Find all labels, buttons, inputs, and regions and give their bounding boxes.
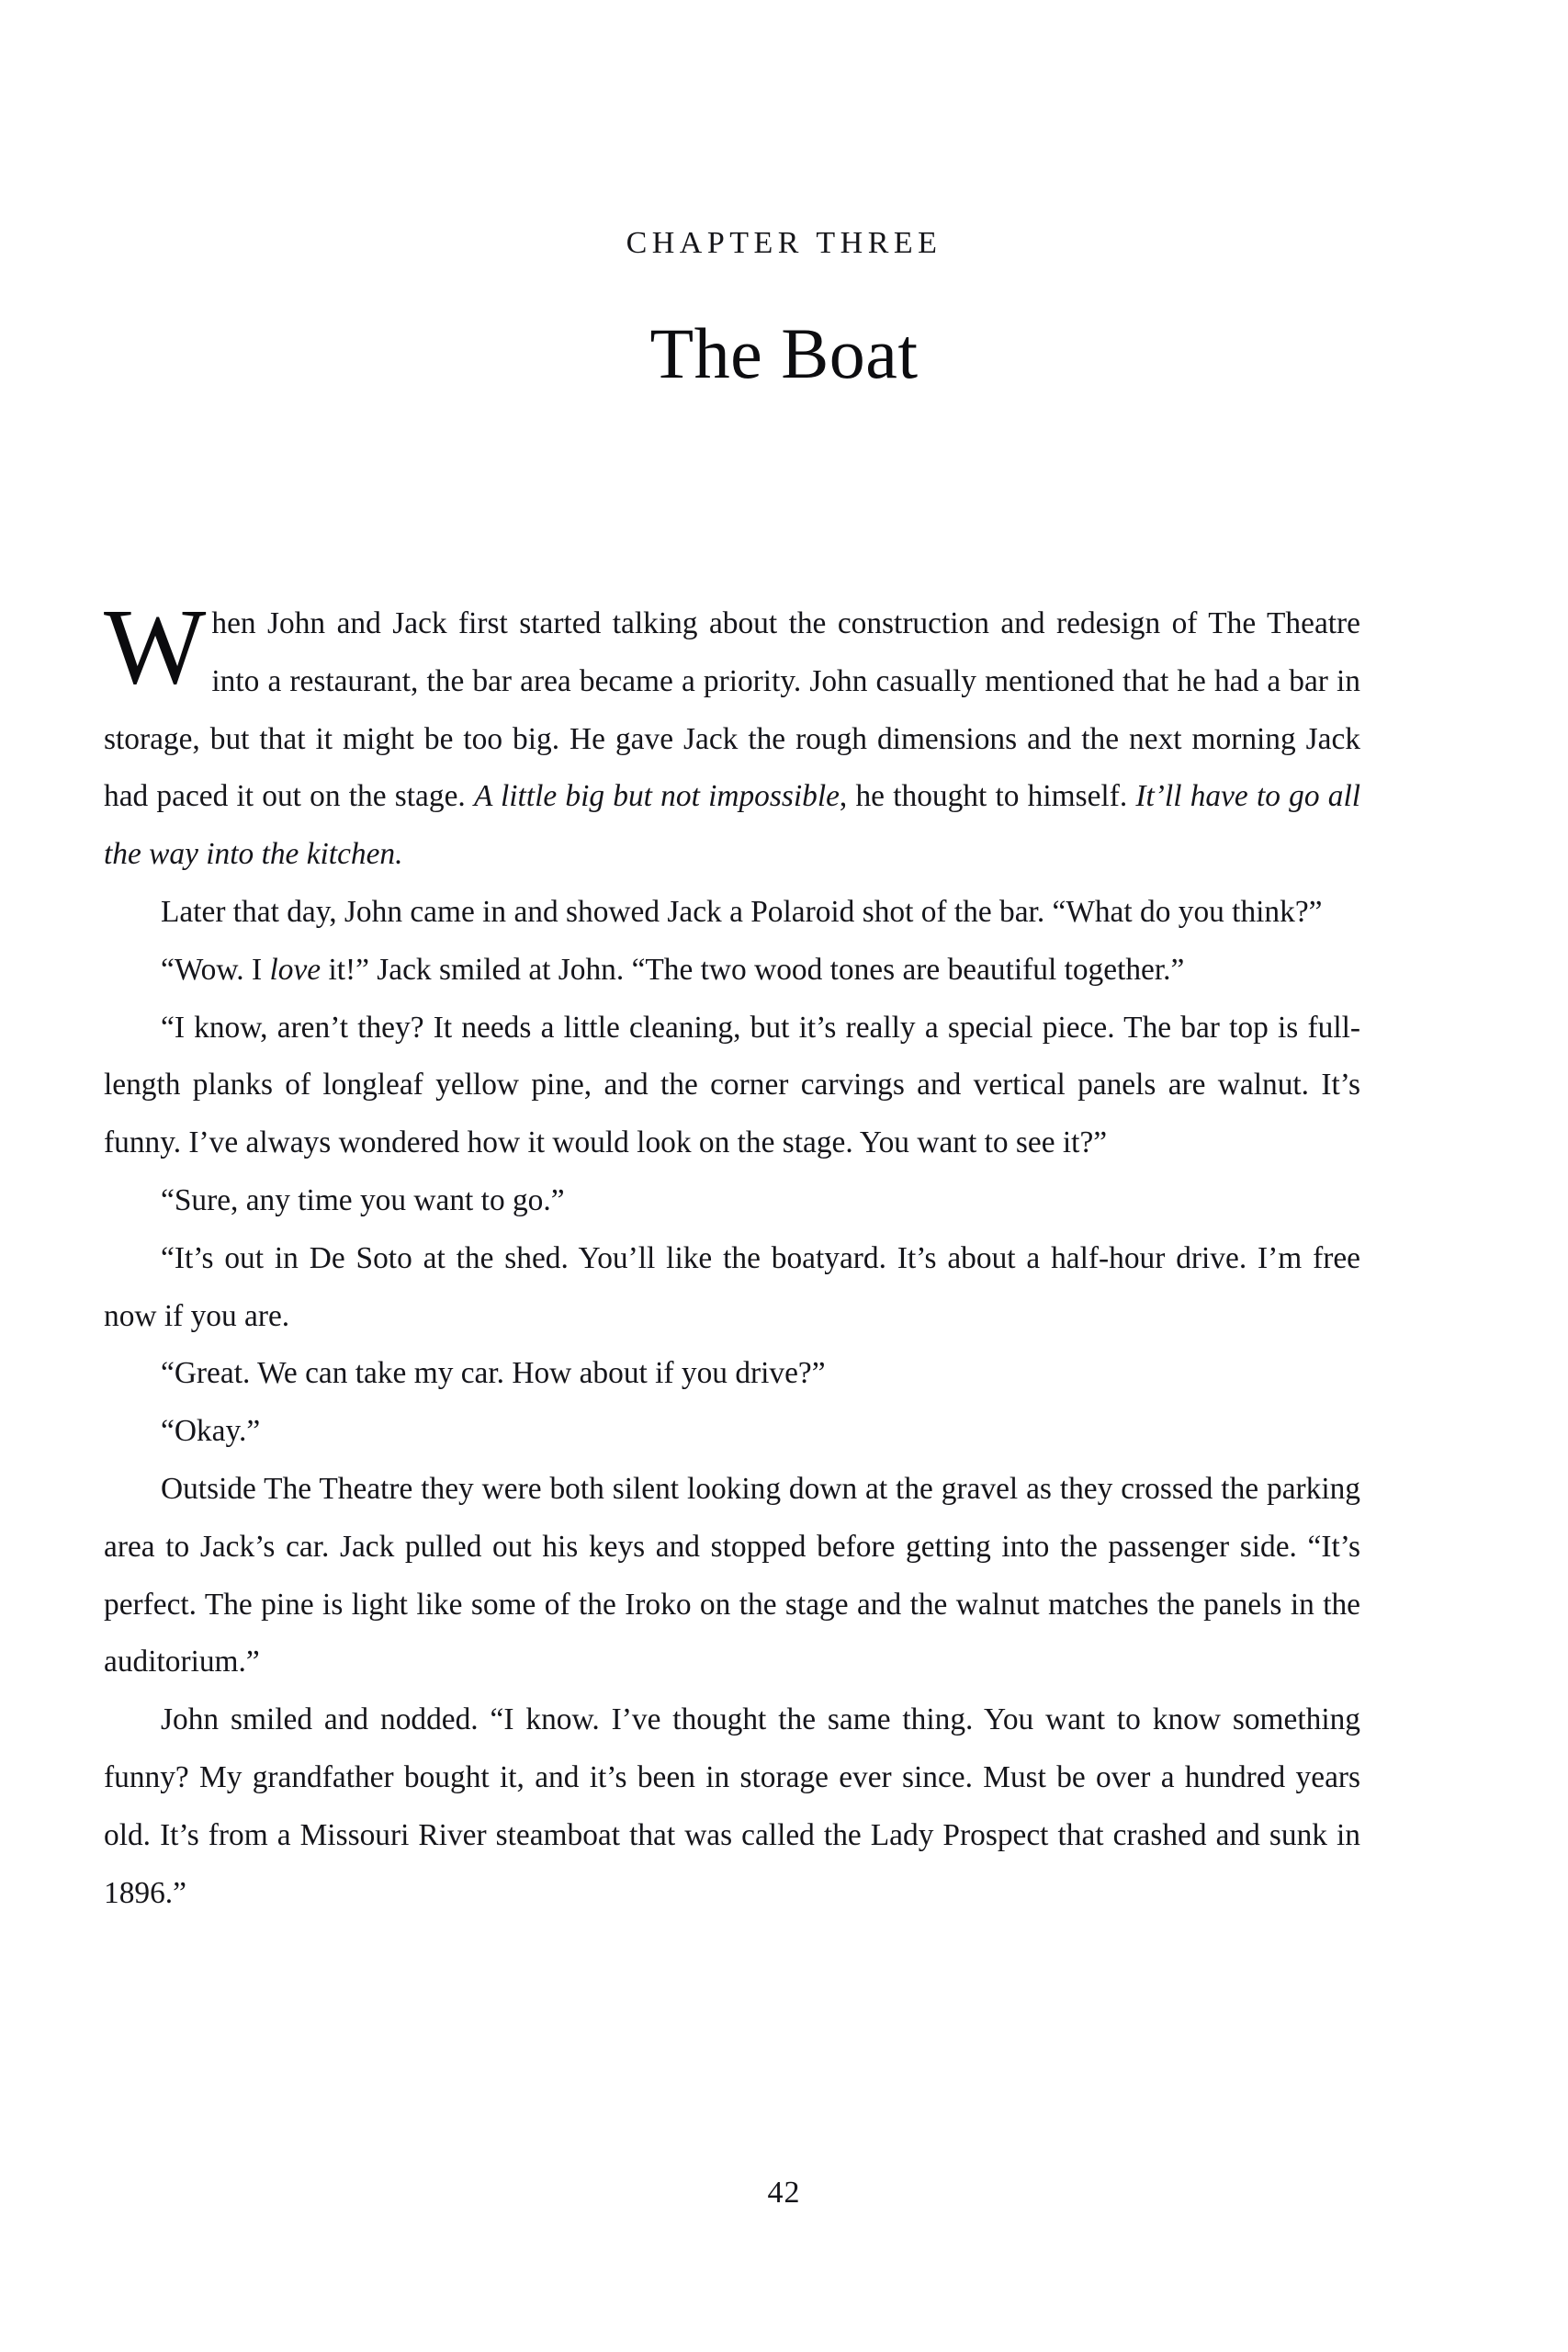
paragraph-1-run-1: hen John and Jack first started talking about the construction and redesign of The Theatre into a restaurant, the bar area became a priority. John casually mentioned that he had a bar in storage, but that it might be too big. He gave Jack the rough dimensions and the next morning Jack had paced it out on the stage. bbox=[104, 606, 1360, 814]
paragraph-1 bbox=[104, 586, 1361, 884]
paragraph-1-italic-1: A little big but not impossible bbox=[473, 779, 840, 814]
chapter-label: CHAPTER THREE bbox=[626, 226, 942, 260]
paragraph-3-run-2: it!” Jack smiled at John. “The two wood tones are beautiful together.” bbox=[321, 952, 1185, 987]
paragraph-8: “Okay.” bbox=[161, 1414, 261, 1449]
paragraph-2: Later that day, John came in and showed Jack a Polaroid shot of the bar. “What do you think?” bbox=[161, 894, 1323, 929]
paragraph-3 bbox=[104, 942, 1360, 1000]
paragraph-6: “It’s out in De Soto at the shed. You’ll like the boatyard. It’s about a half-hour drive. I’m free now if you are. bbox=[104, 1240, 1360, 1333]
chapter-title: The Boat bbox=[649, 313, 919, 393]
paragraph-1-italic-2: It’ll have to go all the way into the kitchen. bbox=[104, 779, 1361, 872]
paragraph-1-run-2: , he thought to himself. bbox=[839, 779, 1136, 814]
paragraph-7: “Great. We can take my car. How about if you drive?” bbox=[161, 1356, 826, 1391]
drop-cap: W bbox=[104, 586, 207, 707]
paragraph-3-italic-1: love bbox=[269, 952, 321, 987]
paragraph-10: John smiled and nodded. “I know. I’ve thought the same thing. You want to know something funny? My grandfather bought it, and it’s been in storage ever since. Must be over a hundred years old. It’s from a Missouri River steamboat that was called the Lady Prospect that crashed and sunk in 1896.” bbox=[104, 1702, 1360, 1910]
paragraph-4: “I know, aren’t they? It needs a little cleaning, but it’s really a special piece. The bar top is full-length planks of longleaf yellow pine, and the corner carvings and vertical panels are walnut. It’s funny. I’ve always wondered how it would look on the stage. You want to see it?” bbox=[104, 1010, 1360, 1160]
paragraph-9: Outside The Theatre they were both silent looking down at the gravel as they crossed the parking area to Jack’s car. Jack pulled out his keys and stopped before getting into the passenger side. “It’s perfect. The pine is light like some of the Iroko on the stage and the walnut matches the panels in the auditorium.” bbox=[104, 1471, 1360, 1679]
paragraph-5: “Sure, any time you want to go.” bbox=[161, 1182, 565, 1217]
paragraph-3-run-1: “Wow. I bbox=[161, 952, 270, 987]
page-number: 42 bbox=[767, 2176, 801, 2210]
body-text bbox=[104, 586, 1361, 1922]
chapter-header bbox=[0, 228, 1568, 391]
